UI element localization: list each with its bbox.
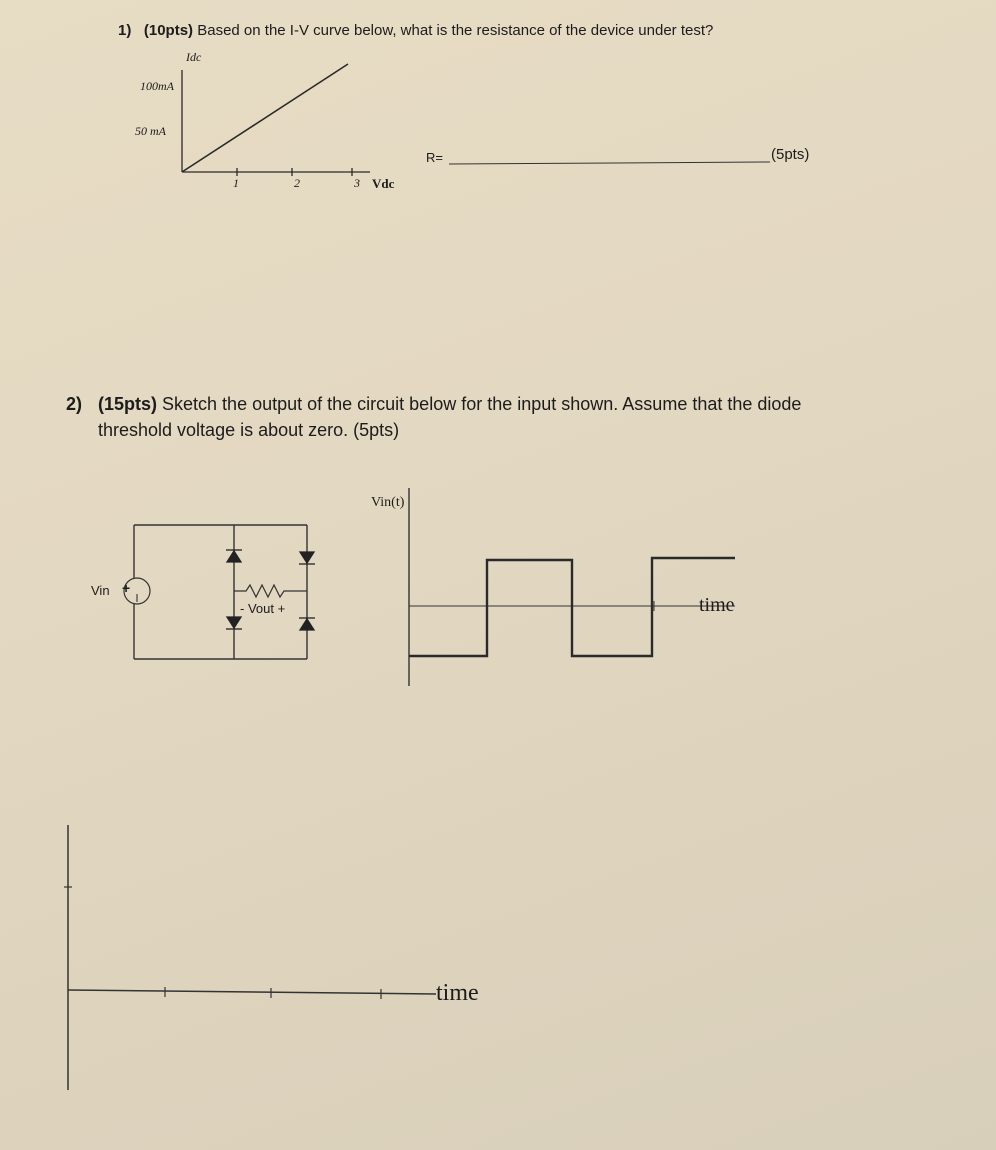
iv-x-tick-label-1: 1: [233, 176, 239, 190]
resistance-answer-label: R=: [426, 150, 443, 165]
answer-plot-x-label: time: [436, 980, 479, 1006]
iv-x-tick-label-3: 3: [354, 176, 360, 190]
iv-x-axis-label: Vdc: [372, 176, 395, 191]
question-1-text: Based on the I-V curve below, what is the resistance of the device under test?: [197, 22, 714, 39]
circuit-vout-label: - Vout +: [240, 601, 286, 616]
question-2-text-line1: Sketch the output of the circuit below for the input shown. Assume that the diode: [162, 394, 802, 414]
iv-y-tick-50ma: 50 mA: [135, 124, 166, 138]
circuit-vin-label: Vin: [91, 583, 110, 598]
diode-right-top: [299, 552, 315, 564]
question-1-number: 1): [118, 22, 132, 39]
question-1-points: (10pts): [143, 22, 194, 39]
vin-plot-x-label: time: [699, 594, 735, 616]
diode-circuit: [124, 525, 307, 659]
vin-plot-y-label: Vin(t): [371, 495, 405, 510]
diode-right-bottom: [299, 618, 315, 630]
question-2-points: (15pts): [98, 394, 158, 414]
resistance-answer-points: (5pts): [771, 146, 810, 163]
resistor: [234, 585, 307, 597]
iv-y-tick-100ma: 100mA: [140, 79, 174, 93]
iv-y-axis-label: Idc: [186, 50, 202, 64]
iv-x-tick-label-2: 2: [294, 176, 300, 190]
diode-mid-bottom: [226, 617, 242, 629]
vin-square-wave: [409, 558, 735, 656]
voltage-source-plus: +: [122, 580, 131, 596]
question-2-number: 2): [66, 394, 83, 414]
question-2-text-line2: threshold voltage is about zero. (5pts): [98, 420, 400, 440]
diode-mid-top: [226, 550, 242, 562]
